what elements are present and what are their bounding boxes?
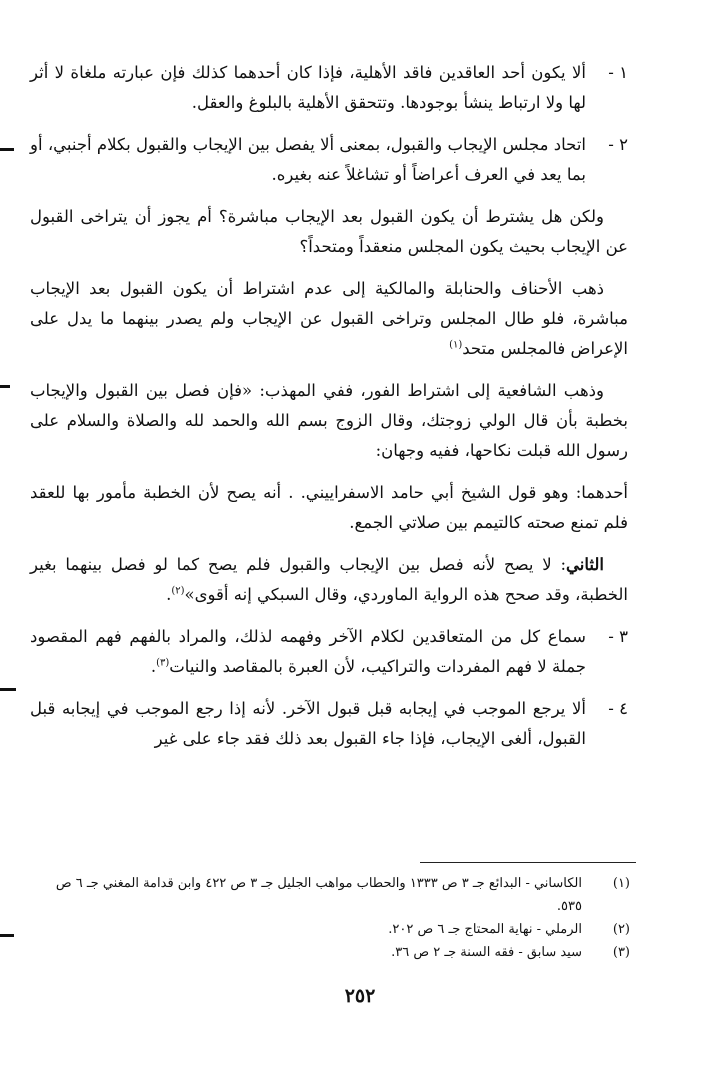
second-view-label: الثاني bbox=[566, 555, 604, 574]
scan-edge-mark bbox=[0, 148, 14, 151]
item-text-end: . bbox=[150, 657, 157, 676]
condition-1 bbox=[30, 58, 628, 118]
item-text: اتحاد مجلس الإيجاب والقبول، بمعنى ألا يفصل بين الإيجاب والقبول بكلام أجنبي، أو بما يعد في العرف أعراضاً أو تشاغلاً عنه بغيره. bbox=[30, 135, 586, 184]
page-body bbox=[30, 58, 628, 766]
paragraph-text: : لا يصح لأنه فصل بين الإيجاب والقبول فلم يصح كما لو فصل بينهما بغير الخطبة، وقد صحح هذه الرواية الماوردي، وقال السبكي إنه أقوى» bbox=[30, 555, 628, 604]
item-text: ألا يرجع الموجب في إيجابه قبل قبول الآخر. لأنه إذا رجع الموجب في إيجابه قبل القبول، ألغى الإيجاب، فإذا جاء القبول بعد ذلك فقد جاء على غير bbox=[30, 699, 586, 748]
footnote-1 bbox=[30, 872, 630, 918]
footnote-ref-1: (١) bbox=[449, 339, 463, 351]
shafii-opinion-paragraph: وذهب الشافعية إلى اشتراط الفور، ففي المهذب: «فإن فصل بين القبول والإيجاب بخطبة بأن قال الولي زوجتك، وقال الزوج بسم الله والحمد لله والصلاة والسلام على رسول الله قبلت نكاحها، ففيه وجهان: bbox=[30, 381, 628, 460]
footnote-number: (٢) bbox=[612, 922, 630, 937]
item-text bbox=[30, 622, 586, 682]
paragraph-end: . bbox=[166, 585, 172, 604]
item-number: ٢ - bbox=[608, 135, 628, 154]
condition-4 bbox=[30, 694, 628, 754]
hanafi-opinion-paragraph bbox=[30, 274, 628, 364]
footnote-3 bbox=[30, 941, 630, 964]
footnote-text: الكاساني - البدائع جـ ٣ ص ١٣٣٣ والحطاب مواهب الجليل جـ ٣ ص ٤٢٢ وابن قدامة المغني جـ ٦ ص ٥٣٥. bbox=[55, 876, 582, 914]
footnote-2 bbox=[30, 918, 630, 941]
item-text-body: سماع كل من المتعاقدين لكلام الآخر وفهمه لذلك، والمراد بالفهم فهم المقصود جملة لا فهم المفردات والتراكيب، لأن العبرة بالمقاصد والنيات bbox=[30, 627, 586, 676]
item-number: ١ - bbox=[608, 63, 628, 82]
footnote-number: (٣) bbox=[612, 945, 630, 960]
item-number: ٣ - bbox=[608, 627, 628, 646]
second-view-paragraph bbox=[30, 550, 628, 610]
item-text: ألا يكون أحد العاقدين فاقد الأهلية، فإذا كان أحدهما كذلك فإن عبارته ملغاة لا أثر لها ولا ارتباط ينشأ بوجودها. وتتحقق الأهلية بالبلوغ والعقل. bbox=[30, 63, 586, 112]
paragraph-text: ذهب الأحناف والحنابلة والمالكية إلى عدم اشتراط أن يكون القبول بعد الإيجاب مباشرة، فلو طال المجلس وتراخى القبول عن الإيجاب ولم يصدر بينهما ما يدل على الإعراض فالمجلس متحد bbox=[30, 279, 628, 358]
page-number: ٢٥٢ bbox=[344, 985, 376, 1007]
footnote-text: الرملي - نهاية المحتاج جـ ٦ ص ٢٠٢. bbox=[388, 922, 582, 937]
condition-3 bbox=[30, 622, 628, 682]
footnotes bbox=[30, 872, 630, 964]
question-paragraph: ولكن هل يشترط أن يكون القبول بعد الإيجاب مباشرة؟ أم يجوز أن يتراخى القبول عن الإيجاب بحيث يكون المجلس منعقداً ومتحداً؟ bbox=[30, 207, 628, 256]
scan-edge-mark bbox=[0, 934, 14, 937]
condition-2 bbox=[30, 130, 628, 190]
scan-edge-mark bbox=[0, 385, 10, 388]
footnote-ref-3: (٣) bbox=[156, 657, 170, 669]
footnote-text: سيد سابق - فقه السنة جـ ٢ ص ٣٦. bbox=[391, 945, 582, 960]
item-number: ٤ - bbox=[608, 699, 628, 718]
footnote-number: (١) bbox=[612, 876, 630, 891]
first-view-paragraph: أحدهما: وهو قول الشيخ أبي حامد الاسفراييني. . أنه يصح لأن الخطبة مأمور بها للعقد فلم تمنع صحته كالتيمم بين صلاتي الجمع. bbox=[30, 483, 628, 532]
footnote-ref-2: (٢) bbox=[171, 585, 185, 597]
footnote-divider bbox=[420, 862, 636, 863]
scan-edge-mark bbox=[0, 688, 16, 691]
